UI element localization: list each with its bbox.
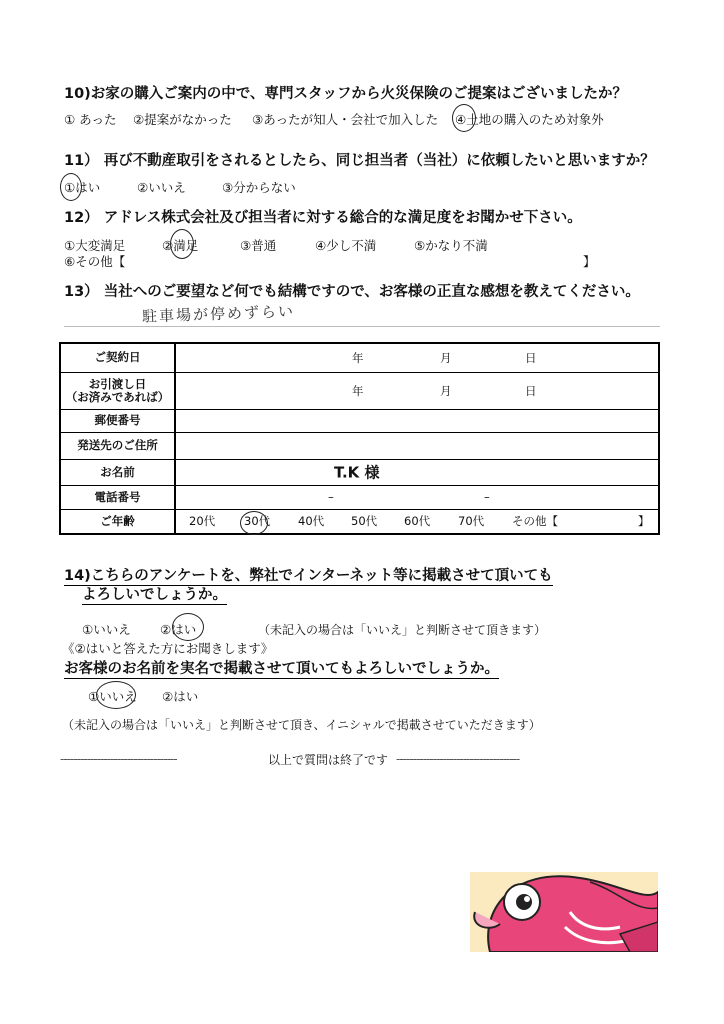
age-row xyxy=(60,509,659,534)
age-option-20s[interactable]: 20代 xyxy=(189,514,216,529)
q12-answer-circle xyxy=(170,229,194,259)
age-option-70s[interactable]: 70代 xyxy=(458,514,485,529)
q12-option-1[interactable]: ①大変満足 xyxy=(64,238,126,253)
address-label: 発送先のご住所 xyxy=(60,432,175,459)
q12-option-4[interactable]: ④少し不満 xyxy=(315,238,377,253)
contract-date-label: ご契約日 xyxy=(60,343,175,372)
handover-label-line2: （お済みであれば） xyxy=(65,389,170,404)
contract-day-unit: 日 xyxy=(525,350,537,365)
q14-option-yes[interactable]: ②はい xyxy=(160,622,197,637)
name-field[interactable] xyxy=(175,459,659,485)
q14-sub-note: （未記入の場合は「いいえ」と判断させて頂き、イニシャルで掲載させていただきます） xyxy=(62,718,541,732)
q14-sub-intro: 《②はいと答えた方にお聞きします》 xyxy=(62,641,274,656)
q11-question: 11） 再び不動産取引をされるとしたら、同じ担当者（当社）に依頼したいと思いますか？ xyxy=(64,153,655,169)
q14-sub-option-yes[interactable]: ②はい xyxy=(162,689,199,704)
postal-code-field[interactable] xyxy=(175,409,659,432)
phone-separator-1: – xyxy=(328,490,334,504)
q14-question-line1: 14)こちらのアンケートを、弊社でインターネット等に掲載させて頂いても xyxy=(64,564,553,586)
q14-sub-option-no[interactable]: ①いいえ xyxy=(88,689,137,704)
handover-date-field[interactable] xyxy=(175,372,659,409)
q12-option-2[interactable]: ②満足 xyxy=(162,238,199,253)
contract-date-row xyxy=(60,343,659,372)
handover-year-unit: 年 xyxy=(352,383,364,398)
mascot-fish-svg xyxy=(470,872,658,952)
handover-label-line1: お引渡し日 xyxy=(88,376,147,391)
q14-sub-question: お客様のお名前を実名で掲載させて頂いてもよろしいでしょうか。 xyxy=(64,657,499,679)
q10-option-1[interactable]: ① あった xyxy=(64,112,117,127)
q14-question-line2: よろしいでしょうか。 xyxy=(82,583,227,605)
contract-date-field[interactable] xyxy=(175,343,659,372)
q12-other-close: 】 xyxy=(583,254,596,269)
phone-separator-2: – xyxy=(484,490,490,504)
phone-row xyxy=(60,485,659,509)
postal-code-label: 郵便番号 xyxy=(60,409,175,432)
contract-month-unit: 月 xyxy=(440,350,452,365)
name-label: お名前 xyxy=(60,459,175,485)
q14-note: （未記入の場合は「いいえ」と判断させて頂きます） xyxy=(258,623,547,637)
q10-option-2[interactable]: ②提案がなかった xyxy=(133,112,232,127)
age-option-other[interactable]: その他【 xyxy=(512,514,558,529)
q10-option-4[interactable]: ④土地の購入のため対象外 xyxy=(455,112,604,127)
handover-date-label xyxy=(60,372,175,409)
handover-day-unit: 日 xyxy=(525,383,537,398)
q12-option-3[interactable]: ③普通 xyxy=(240,238,277,253)
q11-option-2[interactable]: ②いいえ xyxy=(137,180,186,195)
age-option-50s[interactable]: 50代 xyxy=(351,514,378,529)
handover-date-row xyxy=(60,372,659,409)
q11-option-3[interactable]: ③分からない xyxy=(222,180,296,195)
address-field[interactable] xyxy=(175,432,659,459)
q10-question: 10)お家の購入ご案内の中で、専門スタッフから火災保険のご提案はございましたか？ xyxy=(64,86,628,102)
postal-code-row xyxy=(60,409,659,432)
end-text: 以上で質問は終了です xyxy=(268,753,389,767)
q11-option-1[interactable]: ①はい xyxy=(64,180,101,195)
name-value: T.K 様 xyxy=(334,463,380,482)
age-label: ご年齢 xyxy=(60,509,175,534)
age-option-30s[interactable]: 30代 xyxy=(244,514,271,529)
end-divider-right: ------------------------------------- xyxy=(396,752,520,766)
age-answer-circle xyxy=(240,511,271,535)
q10-answer-circle xyxy=(452,104,476,132)
q14-option-no[interactable]: ①いいえ xyxy=(82,622,131,637)
q13-answer-line xyxy=(64,326,660,327)
q11-answer-circle xyxy=(60,173,82,201)
customer-info-table xyxy=(59,342,660,535)
name-row xyxy=(60,459,659,485)
q12-option-5[interactable]: ⑤かなり不満 xyxy=(414,238,488,253)
q12-other-label[interactable]: ⑥その他【 xyxy=(64,254,126,269)
age-other-close: 】 xyxy=(638,514,650,529)
q14-sub-answer-circle xyxy=(96,681,136,709)
end-divider-left: ----------------------------------- xyxy=(60,752,177,766)
mascot-fish-icon xyxy=(470,872,658,952)
contract-year-unit: 年 xyxy=(352,350,364,365)
q12-question: 12） アドレス株式会社及び担当者に対する総合的な満足度をお聞かせ下さい。 xyxy=(64,210,582,226)
phone-label: 電話番号 xyxy=(60,485,175,509)
age-option-60s[interactable]: 60代 xyxy=(404,514,431,529)
age-option-40s[interactable]: 40代 xyxy=(298,514,325,529)
q14-answer-circle xyxy=(172,613,204,641)
handover-month-unit: 月 xyxy=(440,383,452,398)
q10-option-3[interactable]: ③あったが知人・会社で加入した xyxy=(252,112,439,127)
phone-field[interactable] xyxy=(175,485,659,509)
address-row xyxy=(60,432,659,459)
q13-question: 13） 当社へのご要望など何でも結構ですので、お客様の正直な感想を教えてください。 xyxy=(64,284,640,300)
age-field[interactable] xyxy=(175,509,659,534)
q13-handwritten-answer[interactable]: 駐車場が停めずらい xyxy=(141,302,296,326)
